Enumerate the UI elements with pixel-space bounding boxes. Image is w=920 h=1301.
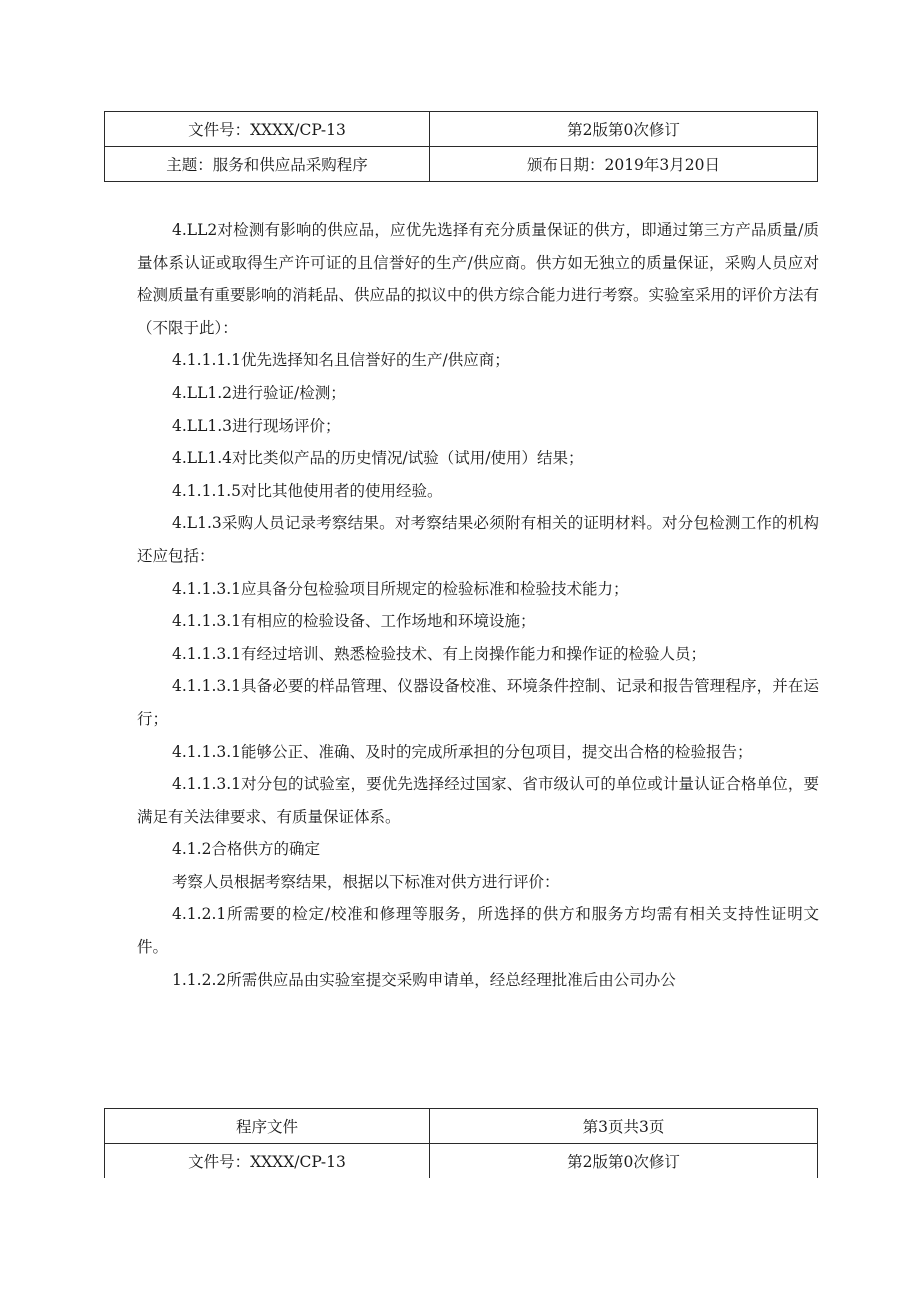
paragraph: 4.LL1.4对比类似产品的历史情况/试验（试用/使用）结果； [172, 449, 584, 468]
paragraph: 4.LL1.3进行现场评价； [172, 416, 341, 435]
doc-number: 文件号：XXXX/CP-13 [105, 112, 430, 147]
issue-date: 颁布日期：2019年3月20日 [430, 147, 818, 182]
revision: 第2版第0次修订 [430, 112, 818, 147]
header-row [105, 147, 818, 182]
paragraph: 4.1.1.3.1对分包的试验室，要优先选择经过国家、省市级认可的单位或计量认证合格单位，要满足有关法律要求、有质量保证体系。 [137, 775, 819, 826]
paragraph: 4.1.2合格供方的确定 [172, 840, 320, 859]
paragraph: 4.1.1.3.1应具备分包检验项目所规定的检验标准和检验技术能力； [172, 579, 629, 598]
paragraph: 4.L1.3采购人员记录考察结果。对考察结果必须附有相关的证明材料。对分包检测工作的机构还应包括： [137, 514, 819, 565]
page-number: 第3页共3页 [430, 1109, 818, 1144]
paragraph: 4.1.2.1所需要的检定/校准和修理等服务，所选择的供方和服务方均需有相关支持性证明文件。 [137, 905, 819, 957]
paragraph: 4.1.1.1.5对比其他使用者的使用经验。 [172, 481, 443, 500]
header-row [105, 1109, 818, 1144]
subject: 主题：服务和供应品采购程序 [105, 147, 430, 182]
header-row [105, 112, 818, 147]
paragraph: 4.1.1.3.1有相应的检验设备、工作场地和环境设施； [172, 612, 536, 631]
header-table-bottom [104, 1108, 818, 1178]
header-row [105, 1144, 818, 1179]
header-table-top [104, 111, 818, 182]
doc-number: 文件号：XXXX/CP-13 [105, 1144, 430, 1179]
document-body [137, 214, 819, 996]
paragraph: 1.1.2.2所需供应品由实验室提交采购申请单，经总经理批准后由公司办公 [172, 970, 676, 989]
paragraph: 4.1.1.3.1能够公正、准确、及时的完成所承担的分包项目，提交出合格的检验报告； [172, 742, 753, 761]
paragraph: 考察人员根据考察结果，根据以下标准对供方进行评价： [172, 872, 560, 891]
doc-type: 程序文件 [105, 1109, 430, 1144]
paragraph: 4.LL1.2进行验证/检测； [172, 383, 346, 402]
paragraph: 4.LL2对检测有影响的供应品，应优先选择有充分质量保证的供方，即通过第三方产品质量/质量体系认证或取得生产许可证的且信誉好的生产/供应商。供方如无独立的质量保证，采购人员应对检测质量有重要影响的消耗品、供应品的拟议中的供方综合能力进行考察。实验室采用的评价方法有（不限于此）： [137, 221, 820, 337]
paragraph: 4.1.1.3.1具备必要的样品管理、仪器设备校准、环境条件控制、记录和报告管理程序，并在运行； [137, 677, 819, 728]
revision: 第2版第0次修订 [430, 1144, 818, 1179]
paragraph: 4.1.1.3.1有经过培训、熟悉检验技术、有上岗操作能力和操作证的检验人员； [172, 644, 707, 663]
paragraph: 4.1.1.1.1优先选择知名且信誉好的生产/供应商； [172, 351, 510, 370]
